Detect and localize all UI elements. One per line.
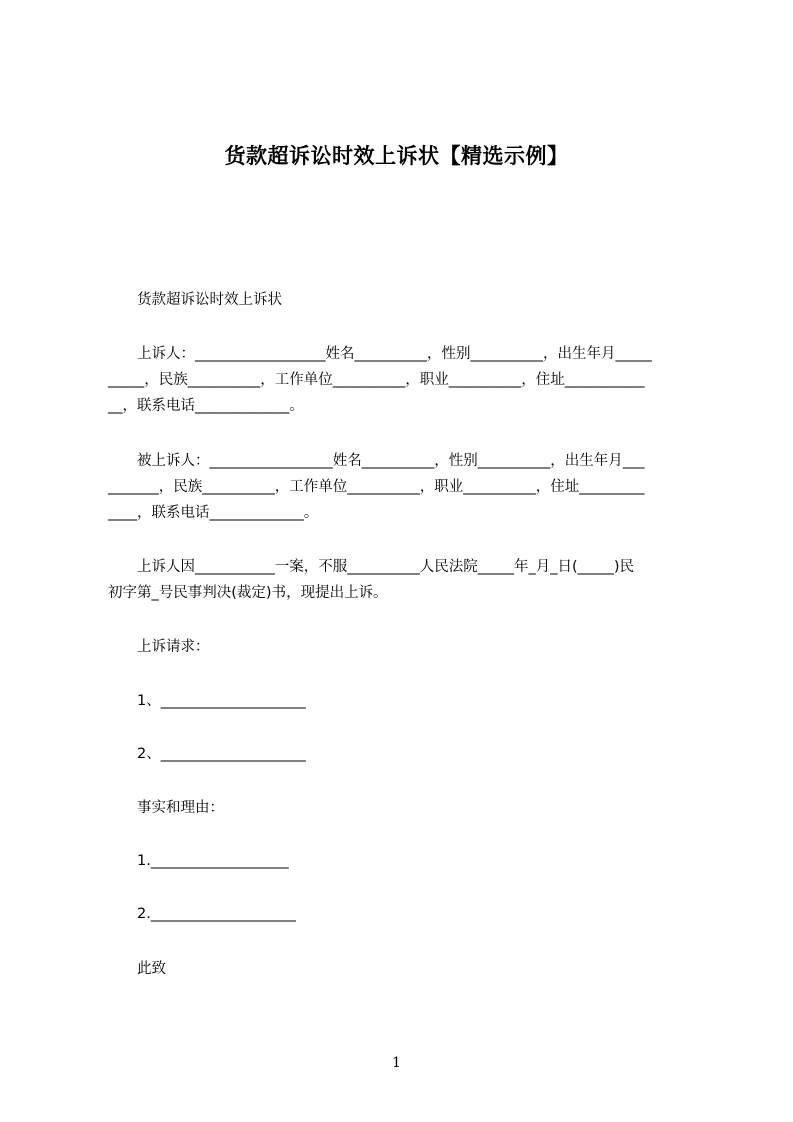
document-title: 货款超诉讼时效上诉状【精选示例】 [224, 144, 569, 168]
appellant-line-3: __，联系电话_____________。 [108, 398, 304, 414]
claim-item-1 [108, 688, 732, 714]
facts-label-text: 事实和理由： [137, 800, 224, 816]
appellee-line-3: ____，联系电话_____________。 [108, 505, 319, 521]
claim-item-2 [108, 741, 732, 767]
fact-item-1 [108, 848, 732, 874]
page-number: 1 [392, 1055, 401, 1071]
fact-1-text: 1.___________________ [137, 853, 289, 869]
claim-2-text: 2、____________________ [137, 746, 306, 762]
fact-item-2 [108, 901, 732, 927]
heading-text: 货款超诉讼时效上诉状 [137, 292, 282, 308]
claims-label [108, 634, 732, 660]
closing-text: 此致 [137, 961, 166, 977]
appellee-line-2: _______，民族__________，工作单位__________，职业__________，住址_________ [108, 479, 645, 495]
appellee-line-1: 被上诉人：_________________姓名__________，性别__________，出生年月___ [137, 453, 645, 469]
statement-line-2: 初字第_号民事判决(裁定)书，现提出上诉。 [108, 585, 388, 601]
appellant-line-1: 上诉人：__________________姓名__________，性别__________，出生年月_____ [137, 346, 652, 362]
claim-1-text: 1、____________________ [137, 693, 306, 709]
appeal-statement-paragraph [108, 554, 703, 606]
claims-label-text: 上诉请求： [137, 639, 210, 655]
fact-2-text: 2.____________________ [137, 906, 296, 922]
document-heading [108, 287, 732, 313]
appellee-paragraph [108, 448, 703, 526]
statement-line-1: 上诉人因___________一案，不服__________人民法院_____年_月_日(_____)民 [137, 559, 635, 575]
appellant-line-2: _____，民族__________，工作单位__________，职业__________，住址___________ [108, 372, 645, 388]
facts-label [108, 795, 732, 821]
appellant-paragraph [108, 341, 703, 419]
closing [108, 956, 732, 982]
